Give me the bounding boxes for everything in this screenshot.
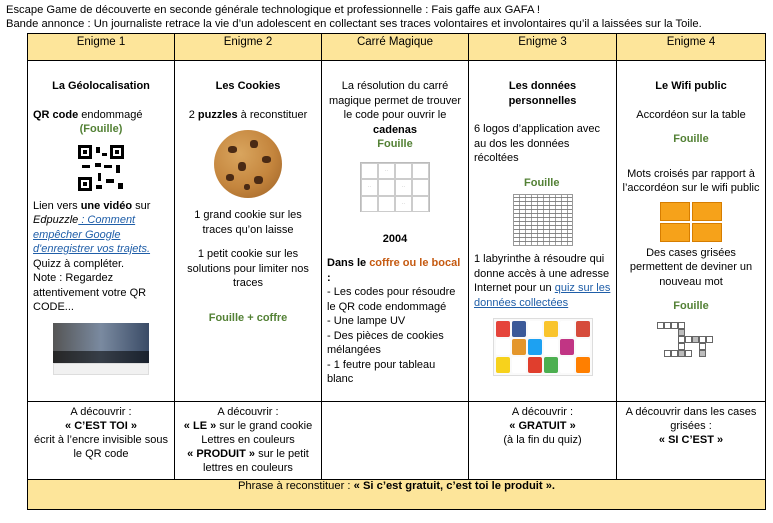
dans-orange: coffre ou le bocal [369,257,461,269]
maze-paragraph [474,252,611,310]
quiz-text: Quizz à compléter. [33,257,125,270]
code-value: 2004 [382,232,408,245]
big-cookie-text: 1 grand cookie sur les traces qu’on laisse [194,209,302,236]
cadenas-label: cadenas [372,123,418,136]
discover-label: A découvrir : [70,406,132,418]
puzzles-bold: puzzles [197,108,238,121]
puzzles-pre: 2 [188,108,198,121]
cases-text: Des cases grisées permettent de deviner un nouveau mot [629,246,753,288]
intro-line-title: Escape Game de découverte en seconde générale technologique et professionnelle : Fais gaffe aux GAFA ! [6,4,541,16]
video-thumbnail-strip [53,363,149,375]
discover-detail: sur le petit lettres en couleurs [203,448,309,474]
qr-rest: endommagé [78,108,143,121]
discover-detail: sur le grand cookie [216,420,313,432]
link-mid: sur [132,199,151,212]
fouille-label-4: Fouille [524,176,560,189]
intro-text [6,3,771,31]
title-wifi: Le Wifi public [655,80,727,92]
dans-pre: Dans le [327,257,370,269]
discover-carre-magique [322,402,469,480]
footer-pre: Phrase à reconstituer : [237,480,354,492]
footer-row [28,480,766,510]
cell-carre-magique [322,61,469,402]
discover-detail: écrit à l’encre invisible sous le QR code [34,434,168,460]
video-link-paragraph [33,199,169,257]
discover-label: A découvrir : [511,406,574,418]
title-donnees: Les données personnelles [508,80,577,107]
cell-enigme-2 [175,61,322,402]
maze-text: 1 labyrinthe à résoudre qui donne accès à une adresse Internet pour un [474,253,610,294]
note-text: Note : Regardez attentivement votre QR CODE... [33,272,147,313]
content-row [28,61,766,402]
coffre-item: - 1 feutre pour tableau blanc [327,358,436,385]
discover-row [28,402,766,480]
discover-word: « C’EST TOI » [65,420,137,432]
discover-enigme-2 [175,402,322,480]
discover-label: A découvrir dans les cases grisées : [625,406,757,432]
app-logos-image [493,318,593,376]
discover-word: « LE » [183,420,217,432]
phrase-footer [28,480,766,510]
cell-enigme-1 [28,61,175,402]
dans-rest: : [327,271,331,284]
crossword-image [651,318,731,362]
discover-detail: Lettres en couleurs [201,434,295,446]
dans-line [327,256,463,285]
coffre-item: - Une lampe UV [327,315,406,327]
fouille-label-5: Fouille [673,133,709,145]
discover-le-line [179,419,317,433]
qr-code-image [78,145,124,191]
maze-image [513,194,573,246]
qr-line [33,108,169,123]
small-cookie-text: 1 petit cookie sur les solutions pour limiter nos traces [187,248,309,289]
footer-phrase: « Si c’est gratuit, c’est toi le produit ». [353,480,556,492]
accordeon-text: Accordéon sur la table [636,108,746,121]
title-cookies: Les Cookies [215,80,281,92]
header-enigme-4: Enigme 4 [617,34,766,61]
magic-square-image: ·· ·· ·· ·· [360,162,430,212]
fouille-label-5b: Fouille [673,300,709,312]
cell-enigme-3 [469,61,617,402]
fouille-label-3: Fouille [377,138,413,150]
coffre-item: - Des pièces de cookies mélangées [327,329,444,356]
puzzles-rest: à reconstituer [237,108,308,121]
link-pre: Lien vers [33,199,81,212]
header-enigme-3: Enigme 3 [469,34,617,61]
fouille-label: (Fouille) [79,123,123,135]
edpuzzle-label: Edpuzzle [33,214,79,226]
discover-word: « PRODUIT » [187,448,256,460]
discover-label: A découvrir : [217,406,279,418]
title-geolocalisation: La Géolocalisation [52,80,150,92]
puzzles-line [180,108,316,123]
discover-word: « GRATUIT » [509,420,576,432]
qr-bold: QR code [33,108,79,121]
link-bold: une vidéo [80,199,133,212]
cookie-image [214,130,282,198]
coffre-item: - Les codes pour résoudre le QR code endommagé [327,286,456,313]
header-enigme-2: Enigme 2 [175,34,322,61]
video-thumbnail[interactable] [53,323,149,363]
logos-text: 6 logos d’application avec au dos les données récoltées [474,123,600,164]
discover-enigme-4 [617,402,766,480]
mots-croises-text: Mots croisés par rapport à l’accordéon sur le wifi public [622,167,760,194]
header-carre-magique: Carré Magique [322,34,469,61]
discover-produit-line [179,447,317,475]
discover-enigme-1 [28,402,175,480]
intro-line-trailer: Bande annonce : Un journaliste retrace la vie d’un adolescent en collectant ses traces volontaires et involontaires qu’il a laissées sur la Toile. [6,18,702,30]
quiz-link[interactable]: quiz sur les données collectées [474,282,611,309]
carre-intro: La résolution du carré magique permet de trouver le code pour ouvrir le [328,80,462,121]
discover-word: « SI C’EST » [658,434,724,446]
video-link[interactable]: : Comment empêcher Google d'enregistrer vos trajets. [33,214,151,255]
accordeon-image [660,202,722,242]
escape-game-table [27,33,766,510]
header-row [28,34,766,61]
cell-enigme-4 [617,61,766,402]
discover-enigme-3 [469,402,617,480]
discover-detail: (à la fin du quiz) [503,434,582,446]
fouille-coffre-label: Fouille + coffre [208,311,288,324]
header-enigme-1: Enigme 1 [28,34,175,61]
